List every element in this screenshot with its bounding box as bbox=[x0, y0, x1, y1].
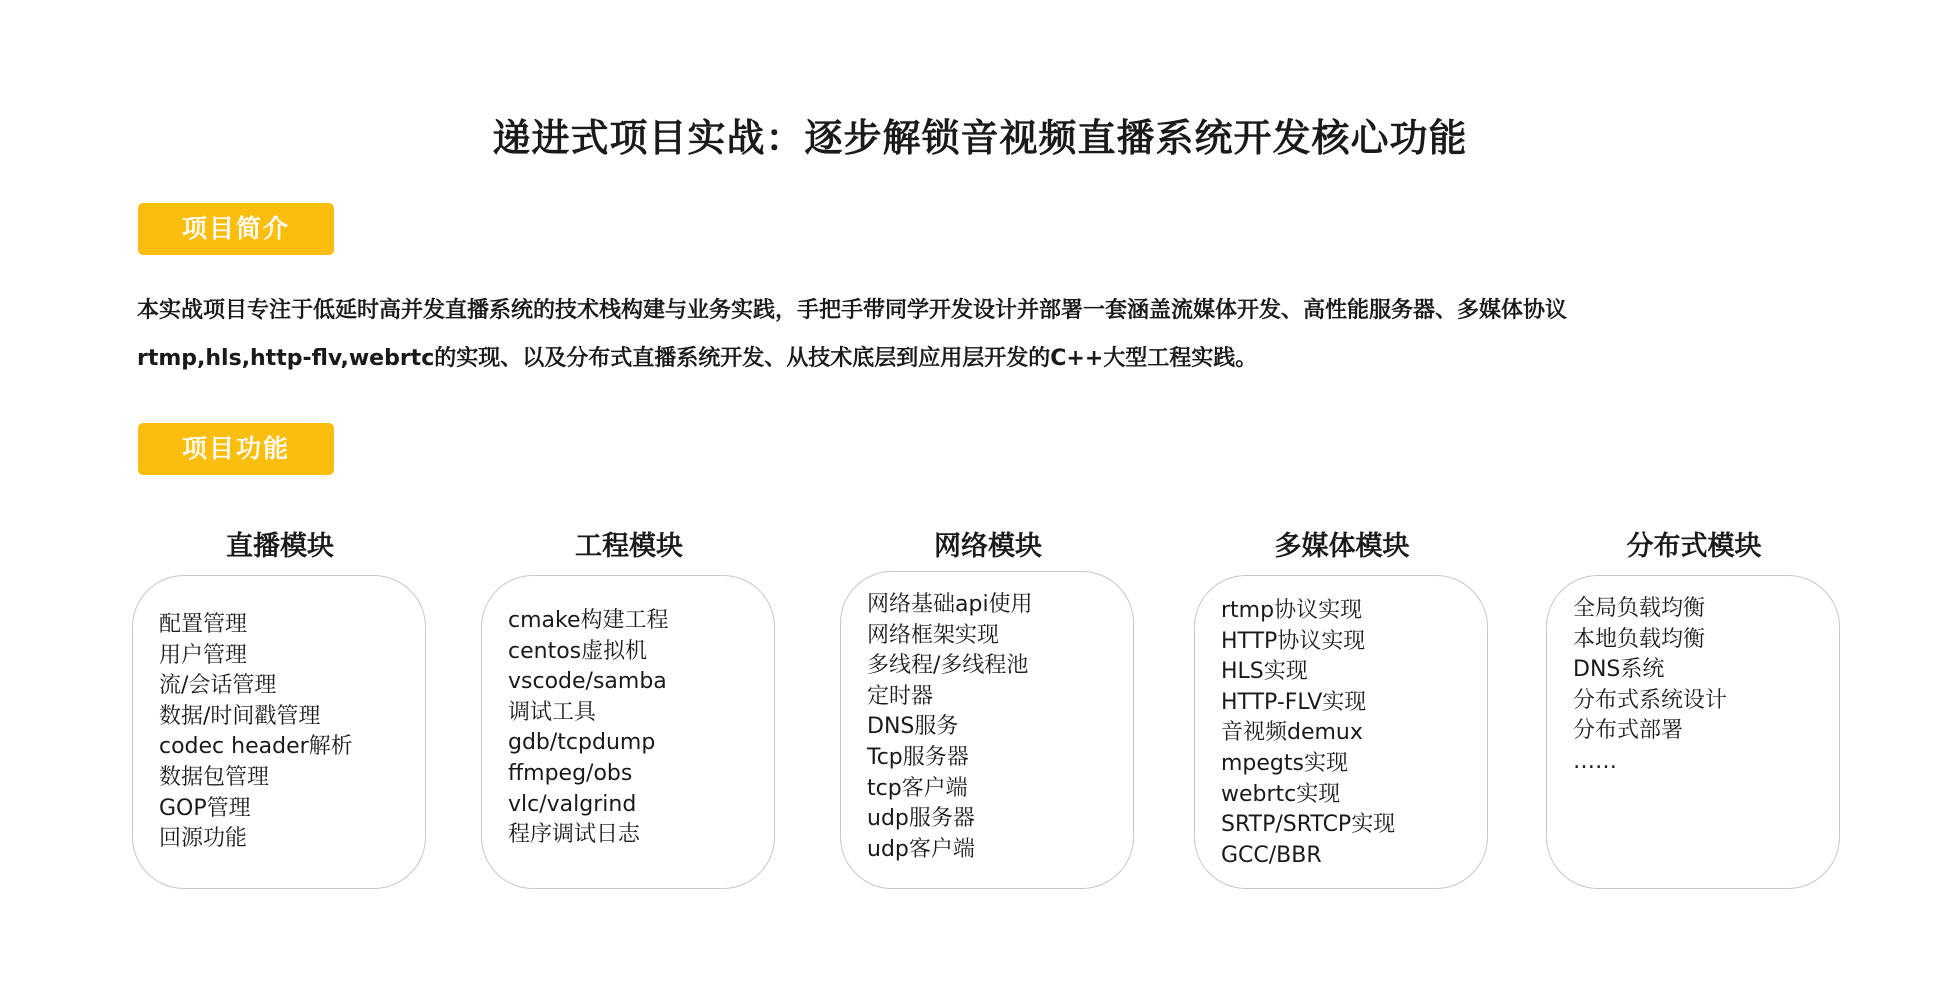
module-item: HLS实现 bbox=[1221, 659, 1308, 685]
module-item: cmake构建工程 bbox=[508, 608, 669, 633]
module-item: GCC/BBR bbox=[1221, 842, 1322, 868]
module-item: 网络基础api使用 bbox=[867, 592, 1033, 617]
module-box bbox=[481, 575, 775, 889]
module-title: 多媒体模块 bbox=[1274, 531, 1410, 562]
module-item-list bbox=[508, 606, 764, 851]
module-item: GOP管理 bbox=[159, 795, 251, 821]
module-item: 本地负载均衡 bbox=[1573, 626, 1706, 652]
module-item-list bbox=[867, 590, 1123, 865]
module-engineering bbox=[481, 525, 777, 848]
module-item: 网络框架实现 bbox=[867, 622, 1000, 648]
features-section-tag: 项目功能 bbox=[138, 423, 334, 475]
module-title: 工程模块 bbox=[575, 531, 683, 562]
intro-paragraph bbox=[137, 287, 1857, 383]
module-title: 分布式模块 bbox=[1626, 531, 1762, 562]
module-box bbox=[840, 571, 1134, 889]
module-item: vscode/samba bbox=[508, 669, 667, 695]
module-item: centos虚拟机 bbox=[508, 638, 648, 664]
module-item: HTTP协议实现 bbox=[1221, 628, 1366, 654]
module-item: Tcp服务器 bbox=[867, 744, 969, 770]
module-item: 用户管理 bbox=[159, 642, 248, 668]
module-title: 直播模块 bbox=[226, 531, 334, 562]
module-item: 数据包管理 bbox=[159, 764, 270, 790]
module-item-list bbox=[1221, 596, 1477, 871]
module-item: codec header解析 bbox=[159, 734, 353, 760]
module-box bbox=[1546, 575, 1840, 889]
module-multimedia bbox=[1194, 525, 1490, 868]
module-item: 配置管理 bbox=[159, 612, 248, 637]
module-box bbox=[1194, 575, 1488, 889]
module-item: 流/会话管理 bbox=[159, 673, 277, 699]
module-item: ffmpeg/obs bbox=[508, 760, 633, 786]
module-item: 数据/时间戳管理 bbox=[159, 703, 321, 729]
module-distributed bbox=[1546, 525, 1842, 774]
module-title: 网络模块 bbox=[934, 531, 1042, 562]
module-item-list bbox=[159, 610, 415, 855]
module-item: gdb/tcpdump bbox=[508, 730, 656, 756]
module-box bbox=[132, 575, 426, 889]
module-network bbox=[840, 525, 1136, 862]
module-item: SRTP/SRTCP实现 bbox=[1221, 812, 1396, 838]
module-item: HTTP-FLV实现 bbox=[1221, 689, 1367, 715]
module-item: mpegts实现 bbox=[1221, 750, 1348, 776]
module-live bbox=[132, 525, 428, 852]
module-item: rtmp协议实现 bbox=[1221, 598, 1363, 623]
module-item: 定时器 bbox=[867, 683, 934, 709]
page-title: 递进式项目实战：逐步解锁音视频直播系统开发核心功能 bbox=[492, 116, 1468, 161]
module-item: 音视频demux bbox=[1221, 720, 1363, 746]
module-item: udp客户端 bbox=[867, 836, 975, 862]
module-item: …… bbox=[1573, 748, 1617, 774]
intro-line-1: 本实战项目专注于低延时高并发直播系统的技术栈构建与业务实践，手把手带同学开发设计并部署一套涵盖流媒体开发、高性能服务器、多媒体协议 bbox=[137, 298, 1568, 323]
module-item: 多线程/多线程池 bbox=[867, 653, 1029, 679]
module-item: 分布式部署 bbox=[1573, 718, 1684, 744]
intro-line-2: rtmp,hls,http-flv,webrtc的实现、以及分布式直播系统开发、从技术底层到应用层开发的C++大型工程实践。 bbox=[137, 346, 1258, 371]
module-item: 回源功能 bbox=[159, 826, 248, 852]
intro-section-tag: 项目简介 bbox=[138, 203, 334, 255]
module-item: 程序调试日志 bbox=[508, 822, 641, 848]
module-item: vlc/valgrind bbox=[508, 791, 637, 817]
module-item-list bbox=[1573, 594, 1829, 778]
module-item: 全局负载均衡 bbox=[1573, 596, 1706, 621]
module-item: udp服务器 bbox=[867, 806, 975, 832]
module-item: 分布式系统设计 bbox=[1573, 687, 1728, 713]
module-item: DNS服务 bbox=[867, 714, 959, 740]
module-item: tcp客户端 bbox=[867, 775, 968, 801]
module-item: webrtc实现 bbox=[1221, 781, 1341, 807]
module-item: 调试工具 bbox=[508, 699, 597, 725]
module-item: DNS系统 bbox=[1573, 657, 1665, 683]
